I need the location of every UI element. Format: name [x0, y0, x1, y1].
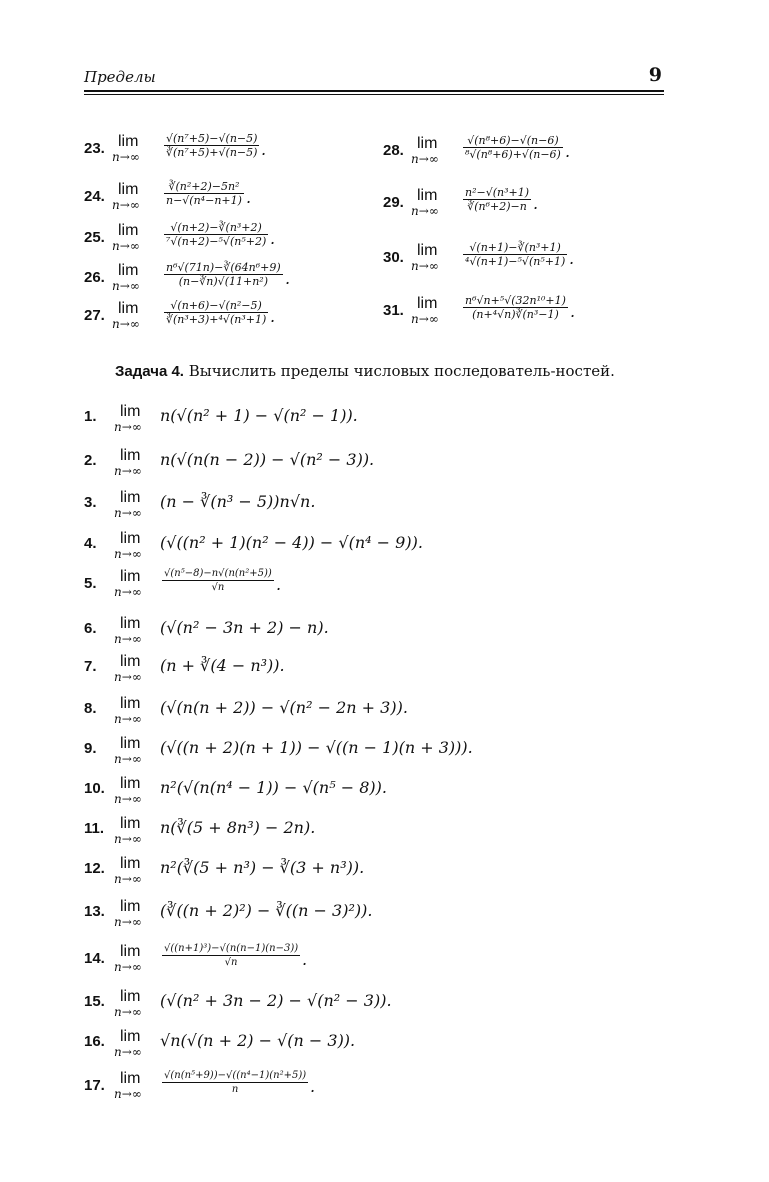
lim-subscript: n→∞	[411, 259, 439, 273]
lim-subscript: n→∞	[411, 204, 439, 218]
limit-expression: n(√(n(n − 2)) − √(n² − 3)).	[160, 450, 375, 469]
lim-subscript: n→∞	[114, 832, 142, 846]
problem-number: 4.	[84, 535, 97, 552]
problem-number: 10.	[84, 780, 105, 797]
limit-expression: (√((n² + 1)(n² − 4)) − √(n⁴ − 9)).	[160, 533, 423, 552]
problem-31	[383, 294, 663, 328]
problem-number: 6.	[84, 620, 97, 637]
fraction-denominator: n	[231, 1084, 239, 1095]
lim-word: lim	[120, 855, 141, 872]
fraction-denominator: n−√(n⁴−n+1)	[166, 194, 242, 207]
problem-number: 30.	[383, 249, 404, 266]
limit-operator	[114, 530, 142, 561]
lim-subscript: n→∞	[114, 1005, 142, 1019]
problem-1	[84, 400, 584, 434]
problem-number: 24.	[84, 188, 105, 205]
lim-subscript: n→∞	[114, 547, 142, 561]
problem-25	[84, 221, 364, 255]
limit-operator	[112, 222, 140, 253]
fraction	[463, 294, 568, 321]
lim-word: lim	[120, 1070, 141, 1087]
lim-subscript: n→∞	[411, 312, 439, 326]
lim-subscript: n→∞	[114, 506, 142, 520]
limit-operator	[112, 262, 140, 293]
fraction-denominator: ⁸√(n⁸+6)+√(n−6)	[465, 148, 561, 161]
task-4-statement	[115, 360, 665, 383]
fraction-denominator: ∛(n⁶+2)−n	[467, 200, 527, 213]
problem-4	[84, 527, 584, 561]
lim-word: lim	[120, 775, 141, 792]
section-title: Пределы	[84, 68, 156, 86]
lim-word: lim	[417, 135, 438, 152]
problem-27	[84, 299, 364, 333]
fraction-numerator: √(n⁸+6)−√(n−6)	[467, 134, 559, 147]
fraction	[164, 261, 283, 288]
limit-expression: (n + ∛(4 − n³)).	[160, 656, 285, 675]
fraction-denominator: √n	[224, 957, 238, 968]
problem-number: 3.	[84, 494, 97, 511]
problem-number: 11.	[84, 820, 105, 837]
limit-expression: (√(n² − 3n + 2) − n).	[160, 618, 329, 637]
fraction	[164, 132, 259, 159]
problem-16	[84, 1025, 584, 1059]
limit-operator	[114, 815, 142, 846]
lim-subscript: n→∞	[112, 317, 140, 331]
fraction-numerator: √(n(n⁵+9))−√((n⁴−1)(n²+5))	[164, 1070, 307, 1081]
lim-word: lim	[120, 447, 141, 464]
lim-word: lim	[118, 222, 139, 239]
problem-number: 9.	[84, 740, 97, 757]
limit-operator	[114, 855, 142, 886]
problem-number: 25.	[84, 229, 105, 246]
problem-14	[84, 942, 364, 976]
lim-subscript: n→∞	[114, 960, 142, 974]
limit-operator	[114, 943, 142, 974]
fraction-denominator: √n	[211, 582, 225, 593]
problem-6	[84, 612, 584, 646]
fraction	[463, 186, 531, 213]
fraction-numerator: √(n⁷+5)−√(n−5)	[166, 132, 258, 145]
fraction-numerator: √(n+6)−√(n²−5)	[170, 299, 262, 312]
problem-5	[84, 567, 364, 601]
fraction-numerator: n²−√(n³+1)	[465, 186, 530, 199]
problem-number: 8.	[84, 700, 97, 717]
limit-operator	[114, 1028, 142, 1059]
fraction	[162, 1069, 308, 1096]
lim-subscript: n→∞	[114, 1087, 142, 1101]
fraction-denominator: ∛(n⁷+5)+√(n−5)	[166, 146, 258, 159]
lim-subscript: n→∞	[114, 464, 142, 478]
fraction-numerator: √(n+1)−∛(n³+1)	[469, 241, 561, 254]
problem-11	[84, 812, 584, 846]
problem-number: 1.	[84, 408, 97, 425]
problem-23	[84, 132, 364, 166]
limit-expression: (∛((n + 2)²) − ∛((n − 3)²)).	[160, 901, 373, 920]
problem-number: 15.	[84, 993, 105, 1010]
fraction-denominator: ∛(n³+3)+⁴√(n³+1)	[166, 313, 267, 326]
problem-28	[383, 134, 663, 168]
limit-expression: n²(∛(5 + n³) − ∛(3 + n³)).	[160, 858, 365, 877]
limit-operator	[411, 295, 439, 326]
lim-word: lim	[417, 295, 438, 312]
lim-word: lim	[120, 943, 141, 960]
limit-expression: (n − ∛(n³ − 5))n√n.	[160, 492, 316, 511]
lim-word: lim	[120, 530, 141, 547]
problem-9	[84, 732, 584, 766]
problem-number: 31.	[383, 302, 404, 319]
limit-expression: (√((n + 2)(n + 1)) − √((n − 1)(n + 3))).	[160, 738, 473, 757]
problem-3	[84, 486, 584, 520]
limit-expression: n(∛(5 + 8n³) − 2n).	[160, 818, 316, 837]
lim-subscript: n→∞	[114, 915, 142, 929]
lim-word: lim	[120, 653, 141, 670]
limit-operator	[114, 775, 142, 806]
fraction	[463, 134, 563, 161]
problem-number: 29.	[383, 194, 404, 211]
problem-15	[84, 985, 584, 1019]
fraction	[164, 221, 268, 248]
lim-subscript: n→∞	[112, 150, 140, 164]
limit-operator	[114, 615, 142, 646]
lim-word: lim	[118, 300, 139, 317]
limit-operator	[114, 653, 142, 684]
lim-word: lim	[120, 615, 141, 632]
limit-expression: (√(n(n + 2)) − √(n² − 2n + 3)).	[160, 698, 408, 717]
limit-expression: n(√(n² + 1) − √(n² − 1)).	[160, 406, 358, 425]
task-label: Задача 4.	[115, 363, 184, 380]
fraction-numerator: ∛(n²+2)−5n²	[168, 180, 240, 193]
lim-subscript: n→∞	[114, 752, 142, 766]
problem-26	[84, 261, 364, 295]
lim-subscript: n→∞	[114, 632, 142, 646]
lim-word: lim	[118, 262, 139, 279]
lim-subscript: n→∞	[114, 1045, 142, 1059]
problem-number: 12.	[84, 860, 105, 877]
problem-number: 26.	[84, 269, 105, 286]
limit-expression: √n(√(n + 2) − √(n − 3)).	[160, 1031, 356, 1050]
lim-word: lim	[120, 489, 141, 506]
fraction-numerator: √((n+1)³)−√(n(n−1)(n−3))	[164, 943, 299, 954]
problem-number: 23.	[84, 140, 105, 157]
period: .	[270, 307, 276, 326]
problem-2	[84, 444, 584, 478]
lim-word: lim	[120, 403, 141, 420]
lim-subscript: n→∞	[114, 670, 142, 684]
period: .	[310, 1077, 316, 1096]
limit-expression: n²(√(n(n⁴ − 1)) − √(n⁵ − 8)).	[160, 778, 387, 797]
lim-subscript: n→∞	[114, 585, 142, 599]
problem-number: 2.	[84, 452, 97, 469]
fraction	[463, 241, 567, 268]
period: .	[276, 575, 282, 594]
fraction	[164, 180, 244, 207]
lim-subscript: n→∞	[114, 792, 142, 806]
period: .	[570, 302, 576, 321]
lim-word: lim	[417, 187, 438, 204]
lim-subscript: n→∞	[411, 152, 439, 166]
period: .	[565, 142, 571, 161]
limit-operator	[114, 403, 142, 434]
problem-24	[84, 180, 364, 214]
problem-12	[84, 852, 584, 886]
fraction-denominator: (n+⁴√n)∛(n³−1)	[472, 308, 559, 321]
fraction-numerator: √(n⁵−8)−n√(n(n²+5))	[164, 568, 272, 579]
period: .	[302, 950, 308, 969]
period: .	[270, 229, 276, 248]
lim-subscript: n→∞	[112, 239, 140, 253]
fraction-numerator: √(n+2)−∛(n³+2)	[170, 221, 262, 234]
limit-expression: (√(n² + 3n − 2) − √(n² − 3)).	[160, 991, 392, 1010]
period: .	[246, 188, 252, 207]
problem-number: 13.	[84, 903, 105, 920]
problem-13	[84, 895, 584, 929]
task-text: Вычислить пределы числовых последователь-ностей.	[183, 362, 615, 380]
fraction	[162, 567, 274, 594]
lim-word: lim	[120, 815, 141, 832]
limit-operator	[114, 898, 142, 929]
limit-operator	[411, 187, 439, 218]
fraction	[162, 942, 300, 969]
lim-word: lim	[120, 568, 141, 585]
limit-operator	[114, 489, 142, 520]
problem-17	[84, 1069, 364, 1103]
problem-number: 17.	[84, 1077, 105, 1094]
limit-operator	[114, 735, 142, 766]
problem-7	[84, 650, 584, 684]
problem-number: 16.	[84, 1033, 105, 1050]
lim-word: lim	[417, 242, 438, 259]
lim-word: lim	[120, 898, 141, 915]
problem-10	[84, 772, 584, 806]
lim-word: lim	[120, 695, 141, 712]
limit-operator	[112, 181, 140, 212]
lim-subscript: n→∞	[114, 712, 142, 726]
period: .	[569, 249, 575, 268]
lim-subscript: n→∞	[114, 420, 142, 434]
problem-number: 7.	[84, 658, 97, 675]
problem-30	[383, 241, 663, 275]
limit-operator	[114, 695, 142, 726]
problem-number: 27.	[84, 307, 105, 324]
limit-operator	[114, 568, 142, 599]
fraction-denominator: ⁴√(n+1)−⁵√(n⁵+1)	[465, 255, 566, 268]
fraction-denominator: ⁷√(n+2)−⁵√(n⁵+2)	[166, 235, 267, 248]
period: .	[261, 140, 267, 159]
lim-word: lim	[120, 988, 141, 1005]
limit-operator	[411, 135, 439, 166]
header-rule-thin	[84, 94, 664, 95]
header-rule	[84, 90, 664, 92]
limit-operator	[114, 988, 142, 1019]
problem-number: 14.	[84, 950, 105, 967]
limit-operator	[114, 447, 142, 478]
fraction-numerator: n⁶√n+⁵√(32n¹⁰+1)	[465, 294, 566, 307]
fraction-denominator: (n−∛n)√(11+n²)	[178, 275, 268, 288]
lim-word: lim	[118, 181, 139, 198]
fraction	[164, 299, 268, 326]
problem-number: 5.	[84, 575, 97, 592]
page-number: 9	[648, 64, 662, 86]
limit-operator	[114, 1070, 142, 1101]
period: .	[285, 269, 291, 288]
lim-word: lim	[120, 735, 141, 752]
lim-word: lim	[118, 133, 139, 150]
fraction-numerator: n⁶√(71n)−∛(64n⁶+9)	[166, 261, 281, 274]
problem-29	[383, 186, 663, 220]
limit-operator	[112, 133, 140, 164]
problem-number: 28.	[383, 142, 404, 159]
problem-8	[84, 692, 584, 726]
lim-subscript: n→∞	[112, 198, 140, 212]
running-header	[84, 66, 664, 88]
period: .	[533, 194, 539, 213]
limit-operator	[411, 242, 439, 273]
limit-operator	[112, 300, 140, 331]
lim-subscript: n→∞	[112, 279, 140, 293]
lim-word: lim	[120, 1028, 141, 1045]
lim-subscript: n→∞	[114, 872, 142, 886]
